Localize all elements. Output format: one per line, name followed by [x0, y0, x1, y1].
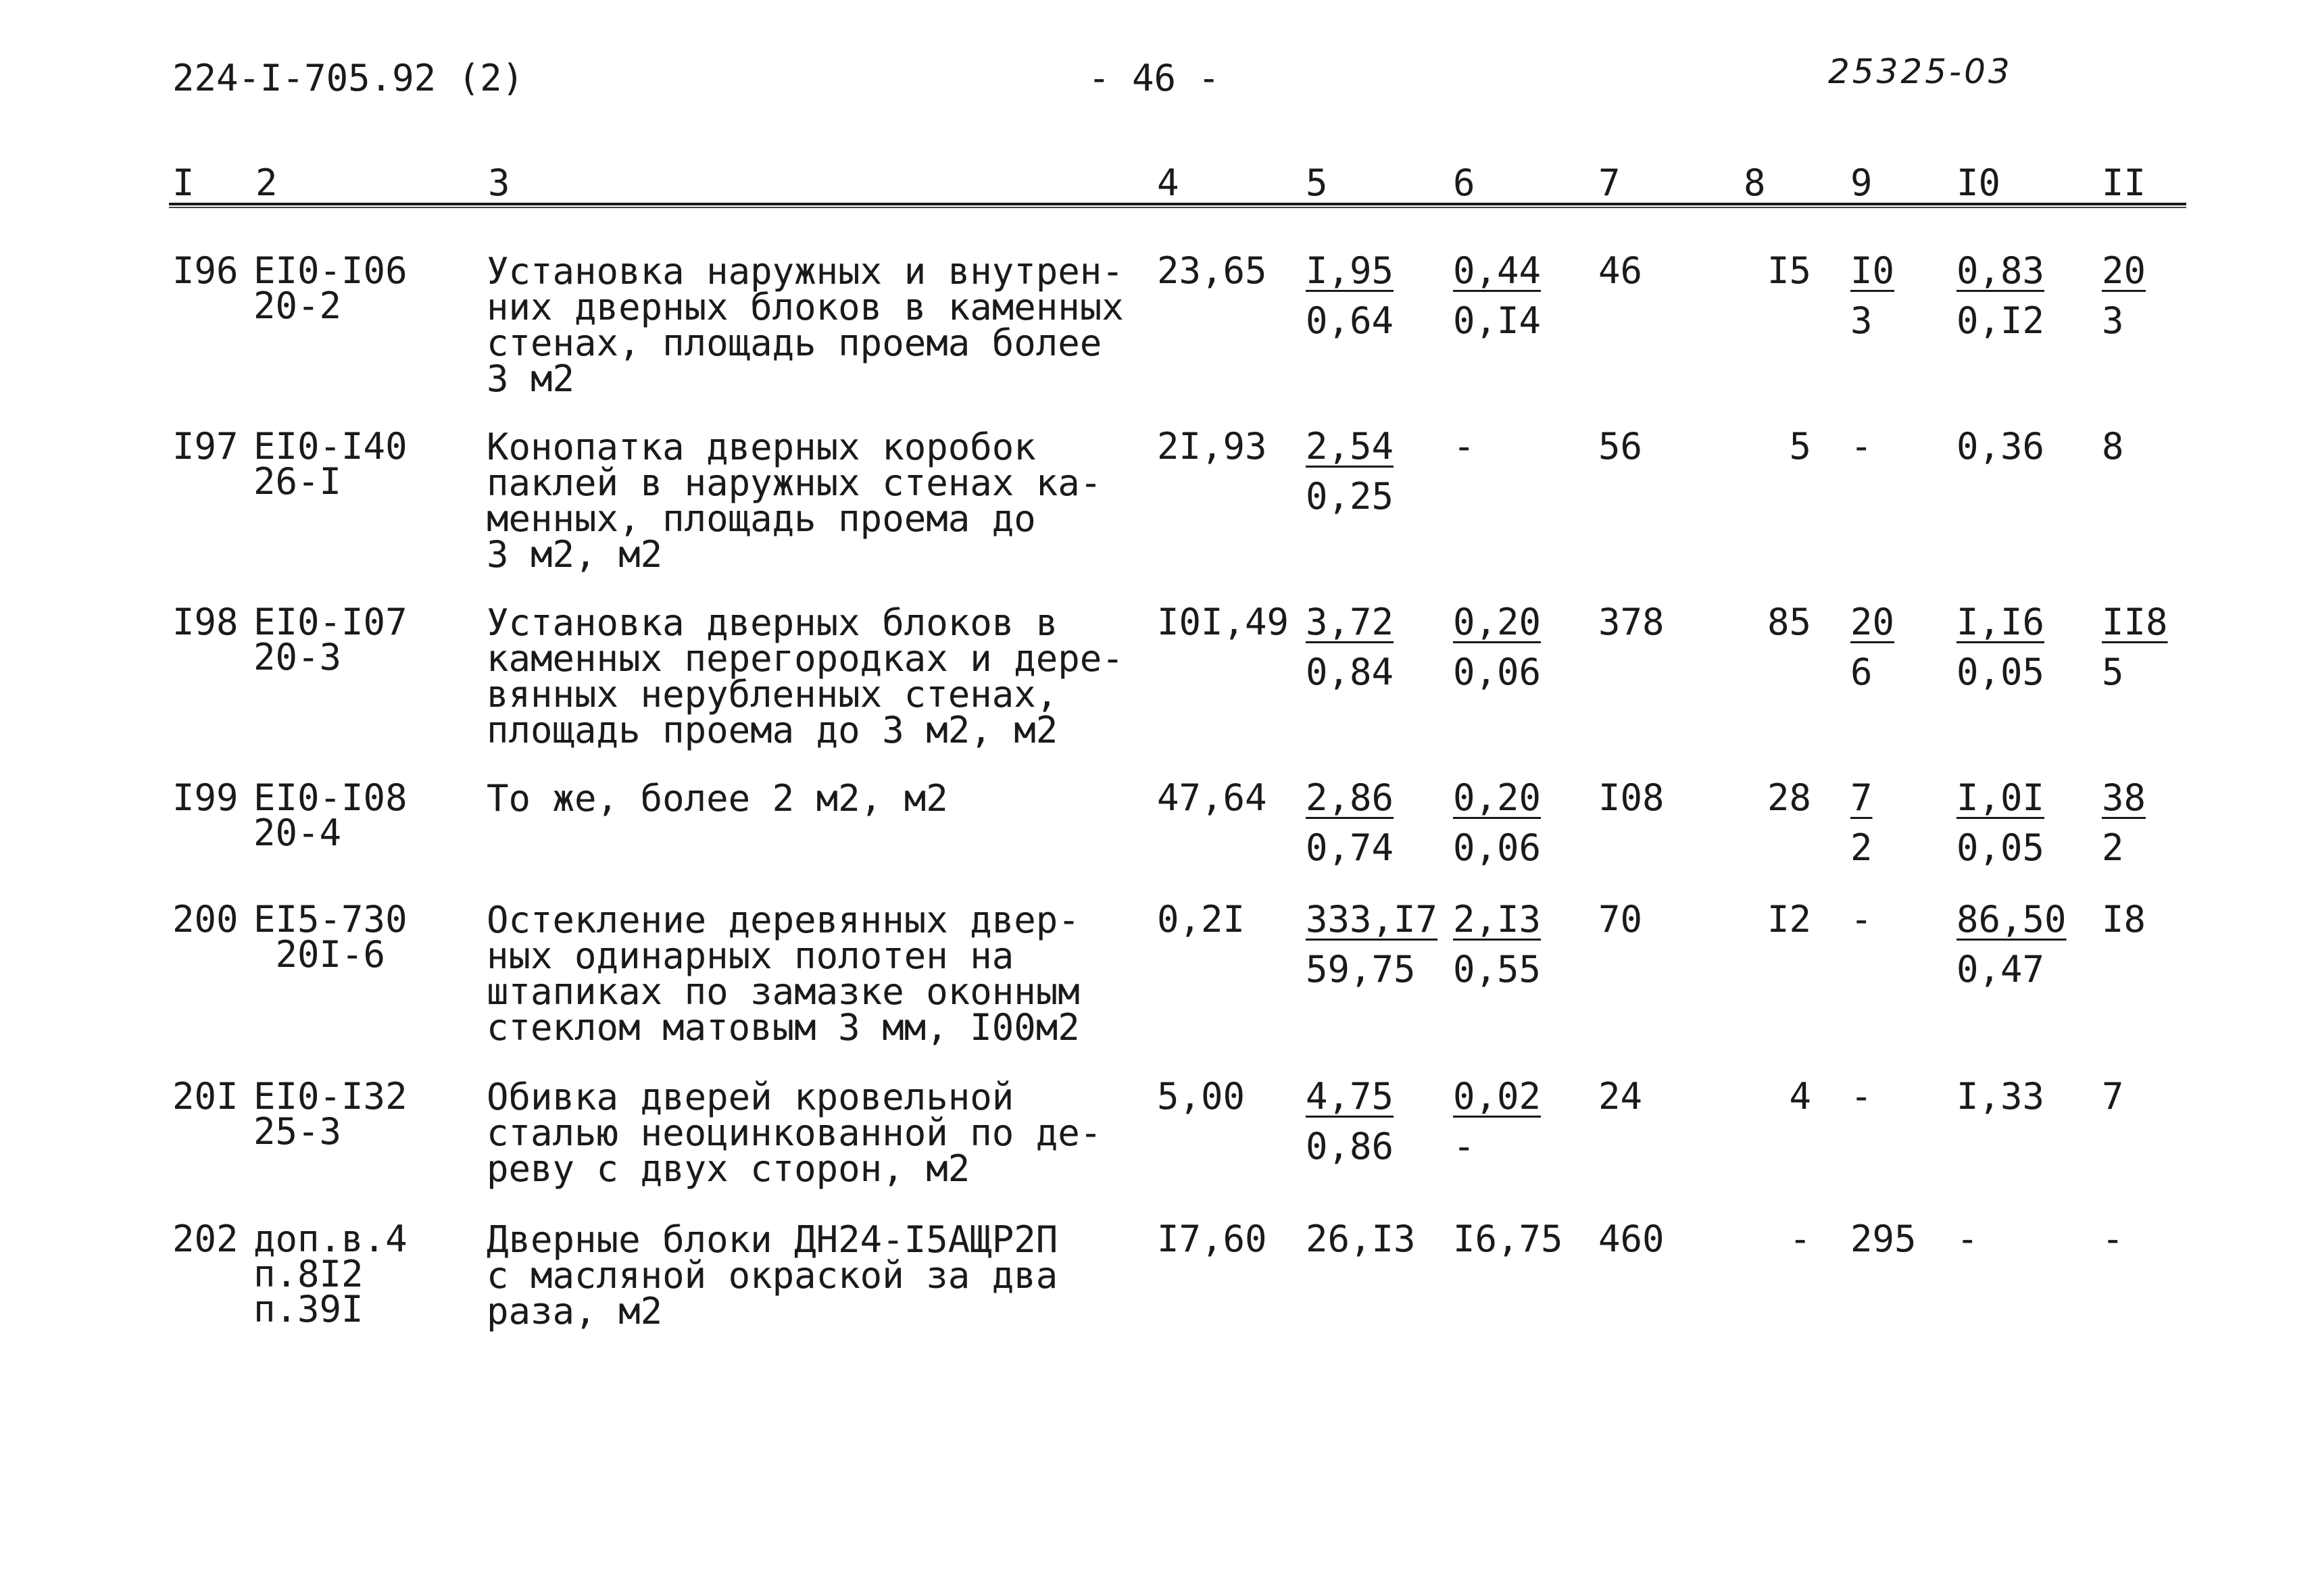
quantity: 47,64: [1157, 776, 1267, 819]
header-rule: [169, 203, 2186, 205]
quantity: 2I,93: [1157, 425, 1267, 468]
col9-value-numerator: -: [1850, 425, 1873, 468]
col6-value: [1453, 776, 1542, 869]
col10-value-denominator: 0,I2: [1956, 299, 2045, 342]
col6-value-denominator: 0,06: [1453, 826, 1542, 869]
col9-value: [1850, 601, 1895, 693]
col9-value-numerator: 7: [1850, 776, 1873, 819]
col9-value-denominator: 3: [1850, 299, 1873, 342]
norm-code: EI0-I08 20-4: [253, 776, 408, 854]
col9-value-numerator: I0: [1850, 249, 1895, 292]
col5-value-numerator: 2,54: [1306, 425, 1394, 468]
col-header-10: I0: [1956, 161, 2001, 204]
col9-value: [1850, 898, 1873, 952]
col7-value: 56: [1598, 425, 1643, 468]
col6-value: [1453, 1075, 1542, 1168]
quantity: 5,00: [1157, 1075, 1246, 1118]
col11-value: [2102, 776, 2146, 869]
row-number: 200: [172, 898, 239, 941]
col6-value: [1453, 601, 1542, 693]
col10-value: [1956, 1218, 1979, 1272]
col9-value: [1850, 249, 1895, 342]
col10-value: [1956, 1075, 2045, 1129]
col11-value: [2102, 1218, 2124, 1272]
col7-value: I08: [1598, 776, 1665, 819]
col5-value-denominator: 0,64: [1306, 299, 1394, 342]
norm-code: EI0-I06 20-2: [253, 249, 408, 327]
norm-code: EI0-I40 26-I: [253, 425, 408, 503]
col9-value: [1850, 1218, 1917, 1272]
handwritten-stamp: 25325-03: [1828, 52, 2013, 91]
col-header-8: 8: [1744, 161, 1766, 204]
col8-value: -: [1789, 1218, 1811, 1260]
col11-value-numerator: I8: [2102, 898, 2146, 941]
col8-value: 5: [1789, 425, 1811, 468]
quantity: 0,2I: [1157, 898, 1246, 941]
col7-value: 46: [1598, 249, 1643, 292]
col-header-6: 6: [1453, 161, 1475, 204]
col11-value-numerator: 7: [2102, 1075, 2124, 1118]
row-number: I96: [172, 249, 239, 292]
col5-value-denominator: 59,75: [1306, 948, 1416, 991]
col11-value: [2102, 1075, 2124, 1129]
col8-value: I5: [1767, 249, 1811, 292]
col9-value-numerator: -: [1850, 1075, 1873, 1118]
header-rule-secondary: [169, 207, 2186, 208]
col10-value-denominator: 0,05: [1956, 651, 2045, 693]
norm-code: EI5-730 20I-6: [253, 898, 408, 976]
col-header-7: 7: [1598, 161, 1621, 204]
col6-value-denominator: 0,06: [1453, 651, 1542, 693]
col10-value-denominator: 0,05: [1956, 826, 2045, 869]
col11-value-numerator: 20: [2102, 249, 2146, 292]
col-header-4: 4: [1157, 161, 1179, 204]
norm-code: EI0-I07 20-3: [253, 601, 408, 678]
col-header-1: I: [172, 161, 195, 204]
col9-value: [1850, 776, 1873, 869]
col9-value: [1850, 425, 1873, 479]
col5-value-numerator: 26,I3: [1306, 1218, 1416, 1260]
col5-value-denominator: 0,84: [1306, 651, 1394, 693]
col9-value-denominator: 6: [1850, 651, 1873, 693]
col9-value-denominator: 2: [1850, 826, 1873, 869]
col6-value: [1453, 1218, 1563, 1272]
col7-value: 460: [1598, 1218, 1665, 1260]
col6-value-denominator: 0,I4: [1453, 299, 1542, 342]
col5-value: [1306, 601, 1394, 693]
col10-value: [1956, 898, 2067, 991]
col9-value-numerator: 295: [1850, 1218, 1917, 1260]
col10-value: [1956, 776, 2045, 869]
col9-value-numerator: 20: [1850, 601, 1895, 643]
col9-value-numerator: -: [1850, 898, 1873, 941]
col5-value: [1306, 249, 1394, 342]
col6-value: [1453, 249, 1542, 342]
col6-value-numerator: 0,44: [1453, 249, 1542, 292]
col6-value-numerator: 0,20: [1453, 776, 1542, 819]
col11-value-denominator: 2: [2102, 826, 2124, 869]
norm-code: EI0-I32 25-3: [253, 1075, 408, 1153]
col6-value-denominator: 0,55: [1453, 948, 1542, 991]
row-number: I98: [172, 601, 239, 643]
col5-value-numerator: 333,I7: [1306, 898, 1438, 941]
col5-value: [1306, 898, 1438, 991]
col8-value: I2: [1767, 898, 1811, 941]
norm-code: доп.в.4 п.8I2 п.39I: [253, 1218, 408, 1330]
work-description: Остекление деревянных двер- ных одинарных полотен на штапиках по замазке оконным стеклом матовым 3 мм, I00м2: [487, 899, 1080, 1049]
col6-value: [1453, 425, 1475, 479]
col11-value-numerator: -: [2102, 1218, 2124, 1260]
document-code: 224-I-705.92 (2): [172, 57, 524, 99]
col11-value-numerator: 38: [2102, 776, 2146, 819]
col5-value-numerator: 4,75: [1306, 1075, 1394, 1118]
work-description: Конопатка дверных коробок паклей в наружных стенах ка- менных, площадь проема до 3 м2, м2: [487, 426, 1102, 576]
col10-value: [1956, 601, 2045, 693]
row-number: I97: [172, 425, 239, 468]
work-description: Установка наружных и внутрен- них дверных блоков в каменных стенах, площадь проема более 3 м2: [487, 250, 1124, 400]
col10-value-numerator: 86,50: [1956, 898, 2067, 941]
col10-value-numerator: 0,36: [1956, 425, 2045, 468]
col-header-9: 9: [1850, 161, 1873, 204]
col5-value-denominator: 0,86: [1306, 1125, 1394, 1168]
col11-value-numerator: 8: [2102, 425, 2124, 468]
col11-value-numerator: II8: [2102, 601, 2168, 643]
col10-value-numerator: 0,83: [1956, 249, 2045, 292]
col5-value: [1306, 425, 1394, 518]
col6-value-numerator: I6,75: [1453, 1218, 1563, 1260]
col6-value-numerator: 2,I3: [1453, 898, 1542, 941]
col7-value: 378: [1598, 601, 1665, 643]
col6-value-numerator: 0,20: [1453, 601, 1542, 643]
col10-value-numerator: -: [1956, 1218, 1979, 1260]
row-number: I99: [172, 776, 239, 819]
quantity: I0I,49: [1157, 601, 1289, 643]
col5-value: [1306, 776, 1394, 869]
col6-value-denominator: -: [1453, 1125, 1475, 1168]
work-description: То же, более 2 м2, м2: [487, 777, 948, 820]
col7-value: 70: [1598, 898, 1643, 941]
col10-value-numerator: I,33: [1956, 1075, 2045, 1118]
col8-value: 85: [1767, 601, 1811, 643]
col5-value: [1306, 1218, 1416, 1272]
col11-value-denominator: 5: [2102, 651, 2124, 693]
page-number: - 46 -: [1088, 57, 1221, 99]
col11-value: [2102, 898, 2146, 952]
col11-value: [2102, 249, 2146, 342]
col6-value-numerator: -: [1453, 425, 1475, 468]
col5-value-numerator: 3,72: [1306, 601, 1394, 643]
col10-value-numerator: I,I6: [1956, 601, 2045, 643]
col5-value-denominator: 0,74: [1306, 826, 1394, 869]
col6-value: [1453, 898, 1542, 991]
col11-value: [2102, 601, 2168, 693]
col5-value-numerator: I,95: [1306, 249, 1394, 292]
col10-value-numerator: I,0I: [1956, 776, 2045, 819]
col8-value: 4: [1789, 1075, 1811, 1118]
quantity: 23,65: [1157, 249, 1267, 292]
col5-value-denominator: 0,25: [1306, 475, 1394, 518]
col10-value: [1956, 249, 2045, 342]
col10-value-denominator: 0,47: [1956, 948, 2045, 991]
col8-value: 28: [1767, 776, 1811, 819]
work-description: Установка дверных блоков в каменных перегородках и дере- вянных нерубленных стенах, площадь проема до 3 м2, м2: [487, 601, 1124, 751]
col10-value: [1956, 425, 2045, 479]
col-header-11: II: [2102, 161, 2146, 204]
col-header-5: 5: [1306, 161, 1328, 204]
row-number: 202: [172, 1218, 239, 1260]
col5-value: [1306, 1075, 1394, 1168]
col5-value-numerator: 2,86: [1306, 776, 1394, 819]
col9-value: [1850, 1075, 1873, 1129]
col11-value-denominator: 3: [2102, 299, 2124, 342]
col6-value-numerator: 0,02: [1453, 1075, 1542, 1118]
work-description: Обивка дверей кровельной сталью неоцинкованной по де- реву с двух сторон, м2: [487, 1076, 1102, 1190]
col7-value: 24: [1598, 1075, 1643, 1118]
quantity: I7,60: [1157, 1218, 1267, 1260]
col-header-3: 3: [488, 161, 510, 204]
work-description: Дверные блоки ДН24-I5АЩР2П с масляной окраской за два раза, м2: [487, 1218, 1058, 1332]
col-header-2: 2: [255, 161, 278, 204]
row-number: 20I: [172, 1075, 239, 1118]
col11-value: [2102, 425, 2124, 479]
